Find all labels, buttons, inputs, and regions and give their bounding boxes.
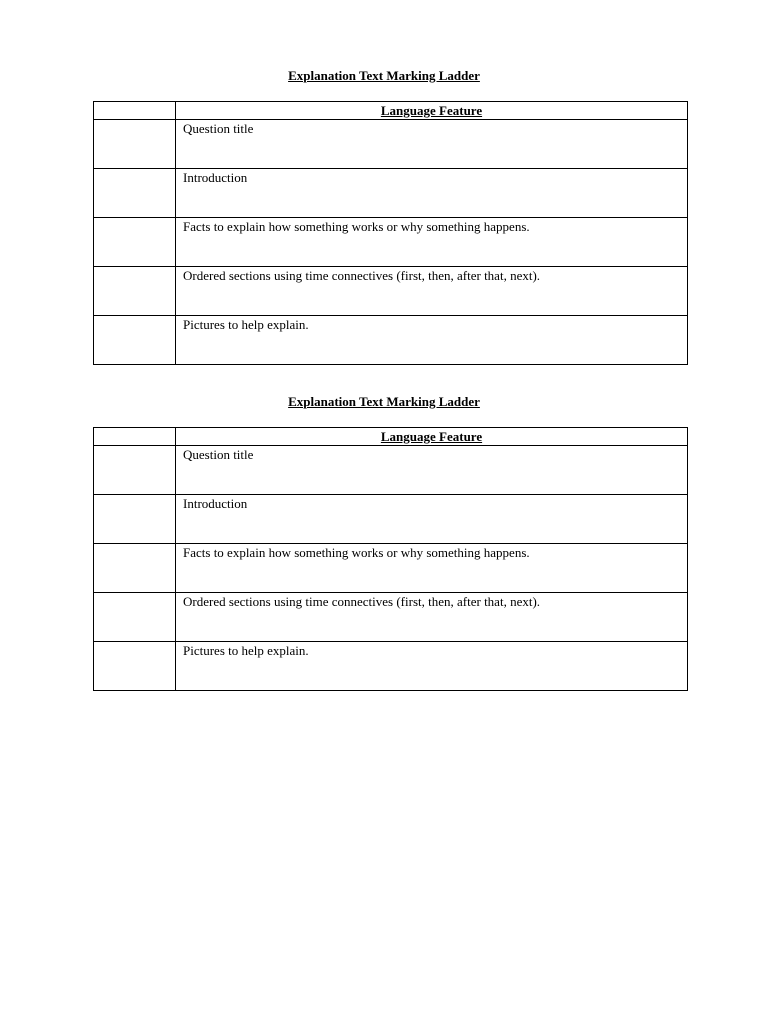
mark-cell [94, 642, 176, 691]
table-row [94, 120, 688, 169]
table-row [94, 495, 688, 544]
feature-cell: Pictures to help explain. [176, 642, 688, 691]
mark-cell [94, 102, 176, 120]
feature-cell: Ordered sections using time connectives (first, then, after that, next). [176, 267, 688, 316]
mark-cell [94, 446, 176, 495]
table-row [94, 642, 688, 691]
marking-ladder-table [93, 427, 688, 691]
table-row [94, 544, 688, 593]
table-header-row [94, 428, 688, 446]
feature-cell: Question title [176, 120, 688, 169]
mark-cell [94, 169, 176, 218]
table-row [94, 446, 688, 495]
feature-cell: Pictures to help explain. [176, 316, 688, 365]
feature-cell: Facts to explain how something works or why something happens. [176, 544, 688, 593]
table-header-row [94, 102, 688, 120]
mark-cell [94, 218, 176, 267]
table-row [94, 169, 688, 218]
ladder-title: Explanation Text Marking Ladder [288, 394, 480, 409]
mark-cell [94, 428, 176, 446]
feature-cell: Ordered sections using time connectives (first, then, after that, next). [176, 593, 688, 642]
table-row [94, 267, 688, 316]
feature-cell: Facts to explain how something works or why something happens. [176, 218, 688, 267]
mark-cell [94, 316, 176, 365]
ladder-title: Explanation Text Marking Ladder [288, 68, 480, 83]
language-feature-header: Language Feature [176, 428, 688, 446]
feature-cell: Question title [176, 446, 688, 495]
table-row [94, 593, 688, 642]
mark-cell [94, 120, 176, 169]
marking-ladder-table [93, 101, 688, 365]
table-row [94, 316, 688, 365]
language-feature-header: Language Feature [176, 102, 688, 120]
mark-cell [94, 495, 176, 544]
mark-cell [94, 593, 176, 642]
mark-cell [94, 544, 176, 593]
feature-cell: Introduction [176, 495, 688, 544]
feature-cell: Introduction [176, 169, 688, 218]
mark-cell [94, 267, 176, 316]
table-row [94, 218, 688, 267]
